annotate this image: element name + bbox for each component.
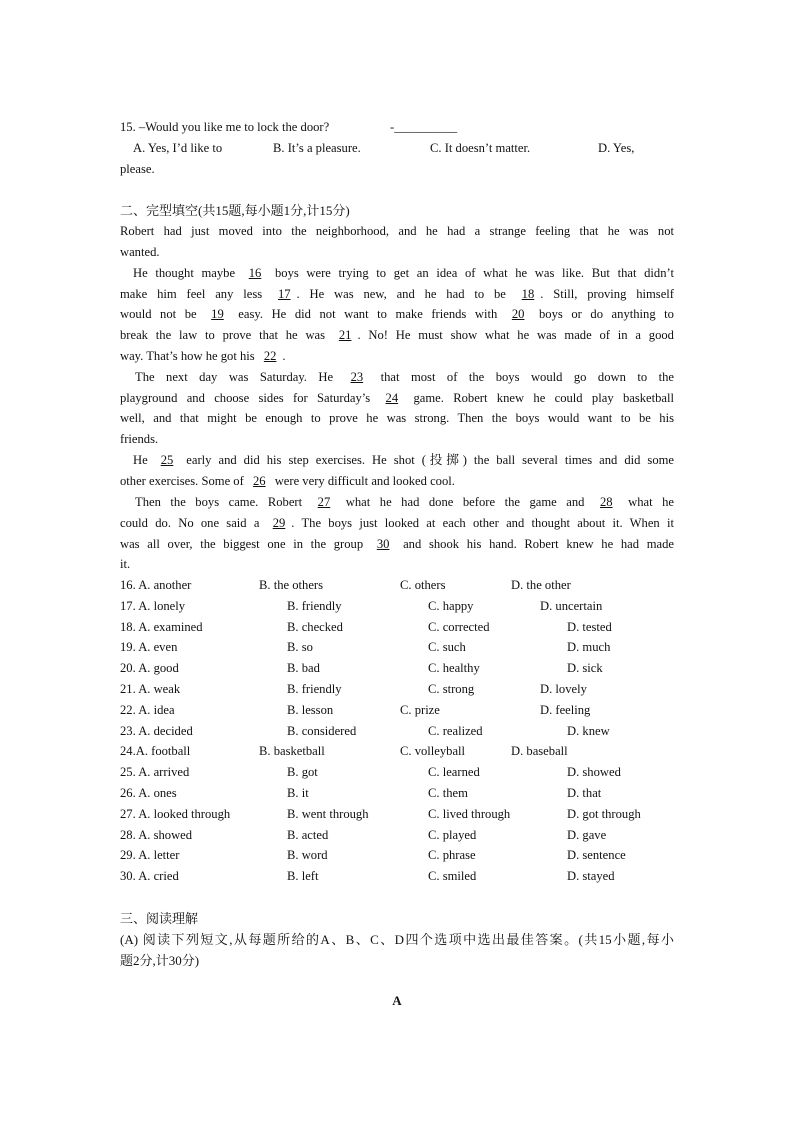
passage-text: what he [618,495,674,509]
passage-text: were very difficult and looked cool. [271,474,455,488]
blank-16: 16 [248,266,262,280]
passage-text: . Still, proving himself [540,287,674,301]
option-26-c: C. them [428,786,468,800]
passage-text: other exercises. Some of [120,474,247,488]
option-30-a: 30. A. cried [120,869,179,884]
option-25-a: 25. A. arrived [120,765,190,780]
section-3-heading: 三、阅读理解 [120,911,199,926]
option-25-b: B. got [287,765,318,780]
option-28-a: 28. A. showed [120,827,193,842]
passage-line [120,473,455,489]
option-17-c: C. happy [428,598,474,613]
option-19-c: C. such [428,640,466,655]
option-24-a: 24.A. football [120,744,191,759]
passage-line [120,306,674,322]
option-26-d: D. that [567,786,602,800]
passage-line [135,369,674,385]
passage-a-label: A [392,993,402,1008]
question-15-stem: 15. –Would you like me to lock the door? [120,120,330,134]
option-21-b: B. friendly [287,682,342,696]
blank-20: 20 [511,307,525,321]
option-20-c: C. healthy [428,661,480,676]
option-21-d: D. lovely [540,682,587,696]
option-24-b: B. basketball [259,744,325,759]
option-24-d: D. baseball [511,744,568,759]
passage-line [120,410,674,426]
option-20-b: B. bad [287,661,320,676]
option-16-d: D. the other [511,578,571,592]
question-15-option-a: A. Yes, I’d like to [133,141,223,155]
passage-text: friends. [120,432,159,446]
question-15-option-d-wrap: please. [120,162,155,176]
passage-line [120,556,130,572]
option-26-a: 26. A. ones [120,786,177,800]
option-19-a: 19. A. even [120,640,178,655]
passage-text: would not be [120,307,206,321]
passage-text: wanted. [120,245,160,259]
option-16-c: C. others [400,578,446,592]
option-23-b: B. considered [287,723,357,738]
passage-text: way. That’s how he got his [120,349,258,363]
option-25-d: D. showed [567,765,621,780]
blank-23: 23 [350,370,364,384]
passage-text: what he had done before the game and [336,495,594,509]
option-27-a: 27. A. looked through [120,806,231,821]
option-22-a: 22. A. idea [120,702,175,717]
blank-17: 17 [277,287,291,301]
option-22-b: B. lesson [287,702,334,717]
blank-29: 29 [272,516,286,530]
passage-line [120,431,158,447]
option-17-a: 17. A. lonely [120,598,186,613]
passage-line [120,244,160,260]
option-28-c: C. played [428,827,477,842]
passage-text: that most of the boys would go down to the [369,370,675,384]
option-20-a: 20. A. good [120,661,179,676]
question-15-option-c: C. It doesn’t matter. [430,141,531,155]
option-22-d: D. feeling [540,702,591,717]
blank-26: 26 [252,474,266,488]
passage-text: game. Robert knew he could play basketball [404,391,674,405]
question-15-option-d: D. Yes, [598,141,635,155]
passage-text: playground and choose sides for Saturday’s [120,391,380,405]
option-29-b: B. word [287,848,328,863]
option-22-c: C. prize [400,702,440,717]
option-29-a: 29. A. letter [120,848,180,863]
passage-text: Then the boys came. Robert [135,495,312,509]
option-29-d: D. sentence [567,848,626,863]
section-3-instruction-line-2: 题2分,计30分) [120,953,200,968]
passage-text: early and did his step exercises. He shot (投掷) the ball several times and did some [179,453,674,467]
option-25-c: C. learned [428,765,480,780]
option-16-a: 16. A. another [120,578,192,592]
passage-line [133,452,674,468]
passage-text: . He was new, and he had to be [296,287,516,301]
passage-text: Robert had just moved into the neighborhood, and he had a strange feeling that he was not [120,224,674,238]
blank-22: 22 [263,349,277,363]
option-24-c: C. volleyball [400,744,466,759]
blank-28: 28 [599,495,613,509]
option-17-d: D. uncertain [540,598,603,613]
option-18-d: D. tested [567,619,612,634]
option-30-d: D. stayed [567,869,615,884]
blank-24: 24 [385,391,399,405]
option-18-b: B. checked [287,619,343,634]
option-17-b: B. friendly [287,598,342,613]
option-19-b: B. so [287,640,313,655]
option-23-c: C. realized [428,723,483,738]
passage-line [120,390,674,406]
passage-text: The next day was Saturday. He [135,370,345,384]
question-15-answer-blank: -__________ [390,120,458,134]
passage-line [135,494,674,510]
passage-line [133,265,674,281]
passage-text: He [133,453,155,467]
passage-text: well, and that might be enough to prove he was strong. Then the boys would want to be his [120,411,674,425]
option-23-d: D. knew [567,723,610,738]
option-23-a: 23. A. decided [120,723,193,738]
passage-line [120,348,286,364]
passage-text: He thought maybe [133,266,243,280]
blank-30: 30 [376,537,390,551]
option-21-c: C. strong [428,682,475,696]
option-28-d: D. gave [567,827,607,842]
option-30-c: C. smiled [428,869,477,884]
passage-line [120,223,674,239]
passage-text: easy. He did not want to make friends with [229,307,506,321]
section-3-instruction-line-1: (A) 阅读下列短文,从每题所给的A、B、C、D四个选项中选出最佳答案。(共15小题,每小 [120,932,674,947]
blank-25: 25 [160,453,174,467]
option-21-a: 21. A. weak [120,682,181,696]
option-26-b: B. it [287,786,309,800]
blank-27: 27 [317,495,331,509]
passage-line [120,286,674,302]
passage-text: break the law to prove that he was [120,328,333,342]
blank-19: 19 [211,307,224,321]
passage-text: boys or do anything to [530,307,674,321]
option-29-c: C. phrase [428,848,476,863]
option-28-b: B. acted [287,827,329,842]
passage-line [120,515,674,531]
passage-text: it. [120,557,131,571]
option-18-a: 18. A. examined [120,619,203,634]
blank-21: 21 [338,328,352,342]
option-27-c: C. lived through [428,806,511,821]
option-27-b: B. went through [287,806,369,821]
option-20-d: D. sick [567,661,603,676]
option-18-c: C. corrected [428,619,490,634]
option-16-b: B. the others [259,578,324,592]
passage-text: . No! He must show what he was made of in a good [357,328,674,342]
passage-line [120,327,674,343]
passage-line [120,536,674,552]
passage-text: could do. No one said a [120,516,267,530]
passage-text: . [282,349,286,363]
option-27-d: D. got through [567,806,641,821]
passage-text: . The boys just looked at each other and thought about it. When it [291,516,674,530]
question-15-option-b: B. It’s a pleasure. [273,141,361,155]
section-2-heading: 二、完型填空(共15题,每小题1分,计15分) [120,203,350,218]
blank-18: 18 [521,287,535,301]
passage-text: boys were trying to get an idea of what he was like. But that didn’t [267,266,674,280]
passage-text: and shook his hand. Robert knew he had made [395,537,674,551]
passage-text: make him feel any less [120,287,272,301]
option-19-d: D. much [567,640,611,655]
option-30-b: B. left [287,869,319,884]
passage-text: was all over, the biggest one in the group [120,537,371,551]
